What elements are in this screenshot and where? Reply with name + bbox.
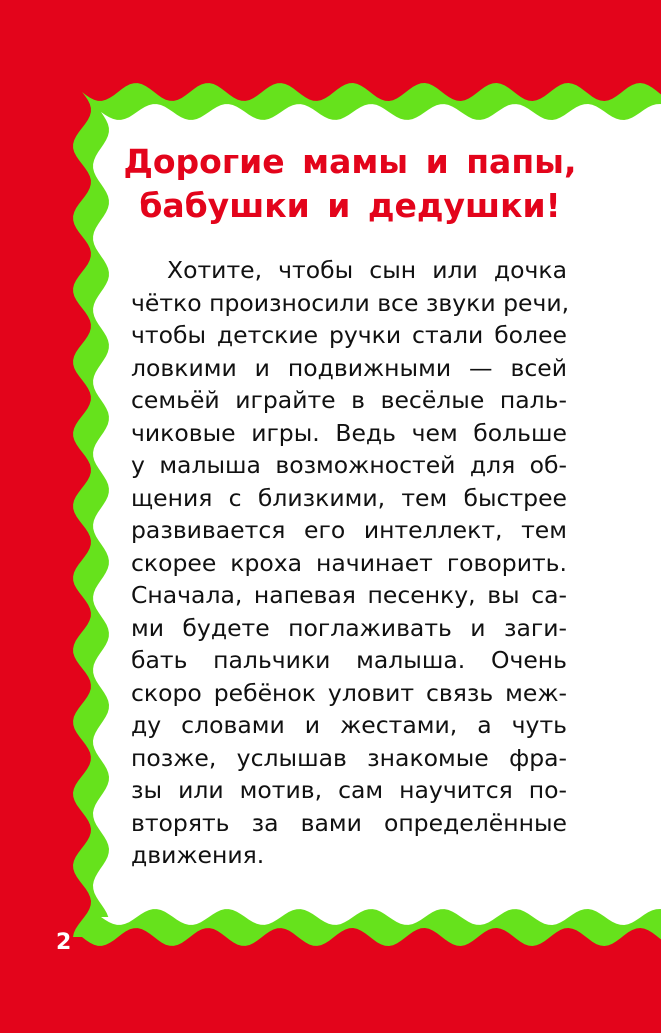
paragraph-line: вторять за вами определённые bbox=[131, 808, 567, 837]
paragraph-line: ду словами и жестами, а чуть bbox=[131, 711, 567, 739]
body-paragraph bbox=[131, 254, 570, 872]
page-number: 2 bbox=[56, 930, 72, 955]
title-line-1: Дорогие мамы и папы, bbox=[123, 142, 577, 181]
title-line-2: бабушки и дедушки! bbox=[139, 186, 561, 225]
paragraph-line: скоро ребёнок уловит связь меж- bbox=[131, 678, 567, 707]
paragraph-line: чётко произносили все звуки речи, bbox=[131, 288, 570, 317]
paragraph-line: семьёй играйте в весёлые паль- bbox=[131, 386, 567, 414]
paragraph-line: Хотите, чтобы сын или дочка bbox=[167, 256, 567, 284]
paragraph-line: у малыша возможностей для об- bbox=[131, 451, 567, 479]
paragraph-line: движения. bbox=[131, 841, 265, 869]
paragraph-line: бать пальчики малыша. Очень bbox=[131, 646, 567, 674]
paragraph-line: Сначала, напевая песенку, вы са- bbox=[131, 581, 567, 609]
paragraph-line: зы или мотив, сам научится по- bbox=[131, 776, 567, 804]
paragraph-line: скорее кроха начинает говорить. bbox=[131, 548, 567, 577]
paragraph-line: щения с близкими, тем быстрее bbox=[131, 483, 567, 512]
page-title bbox=[100, 140, 600, 228]
paragraph-line: чиковые игры. Ведь чем больше bbox=[131, 418, 567, 447]
paragraph-line: ми будете поглаживать и заги- bbox=[131, 613, 567, 642]
paragraph-line: позже, услышав знакомые фра- bbox=[131, 743, 567, 772]
paragraph-line: чтобы детские ручки стали более bbox=[131, 321, 567, 349]
paragraph-line: ловкими и подвижными — всей bbox=[131, 353, 567, 382]
paragraph-line: развивается его интеллект, тем bbox=[131, 516, 567, 544]
